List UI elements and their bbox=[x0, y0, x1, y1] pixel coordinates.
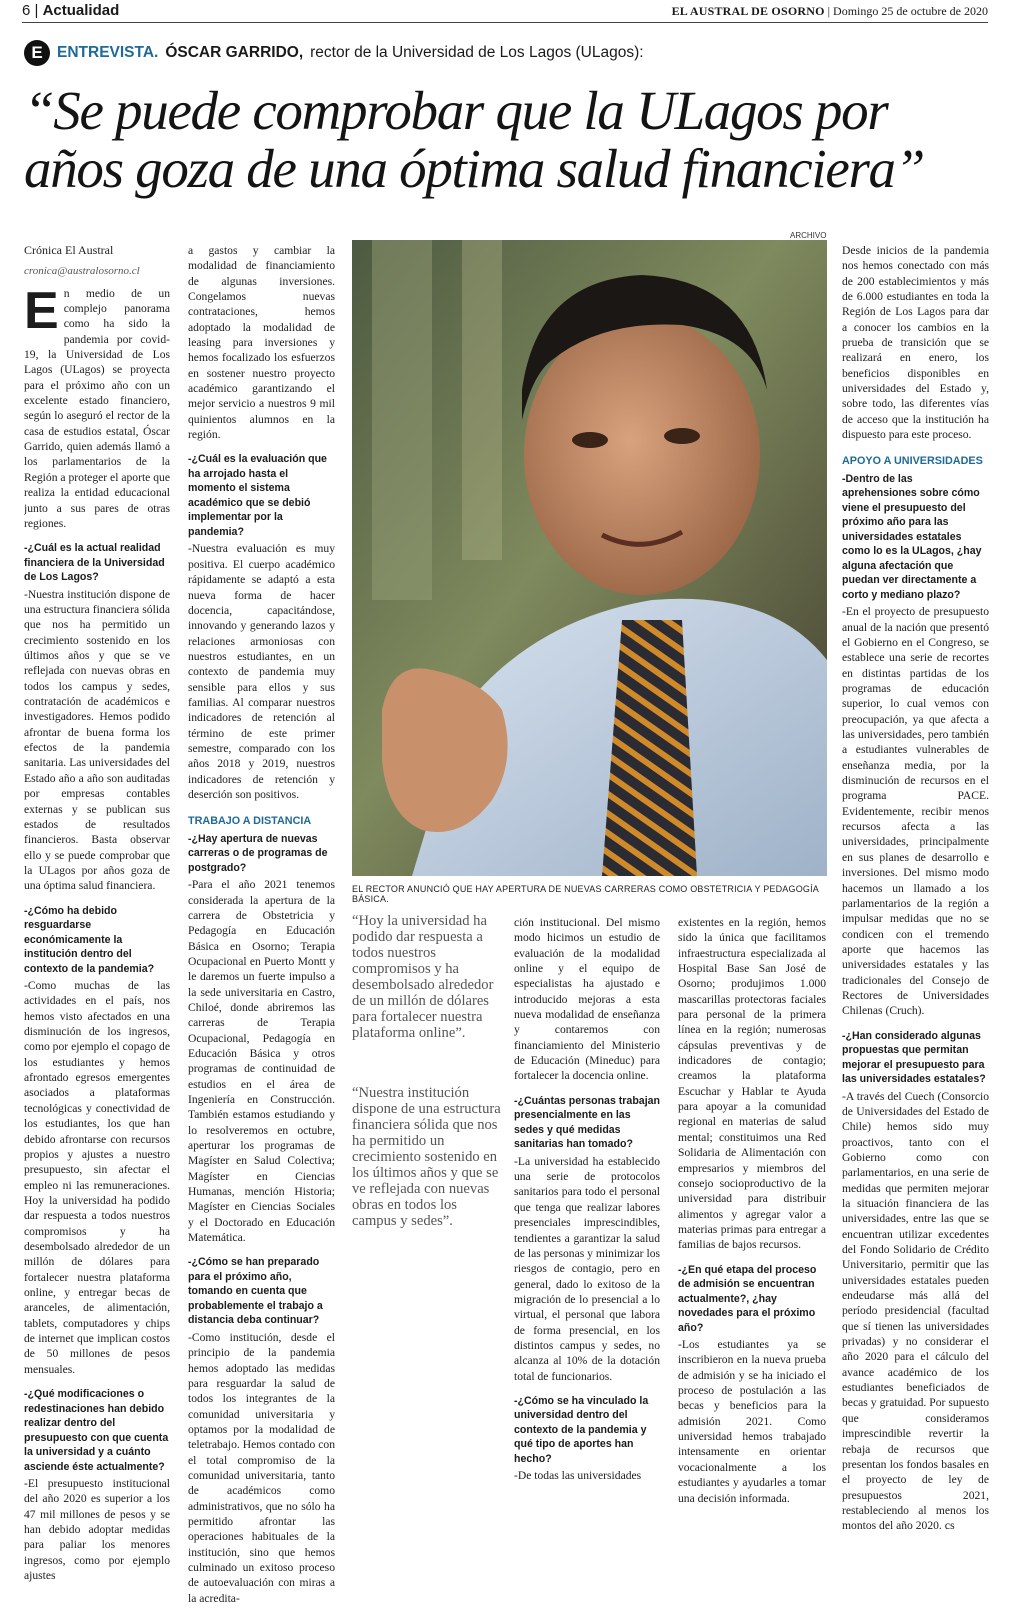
pull-quote-1: “Hoy la universidad ha podido dar respuesta a todos nuestros compromisos y ha desembolsado alrededor de un millón de dólares para fortalecer nuestra plataforma online”. bbox=[352, 913, 494, 1041]
publication-date: Domingo 25 de octubre de 2020 bbox=[833, 4, 988, 18]
question-10: -Dentro de las aprehensiones sobre cómo viene el presupuesto del próximo año para las universidades estatales como lo es la ULagos, ¿hay alguna afectación que puedan ver directamente a corto y mediano plazo? bbox=[842, 472, 982, 601]
question-7: -¿Cuántas personas trabajan presencialmente en las sedes y qué medidas sanitarias han tomado? bbox=[514, 1094, 660, 1151]
column-5 bbox=[842, 243, 989, 1540]
question-3: -¿Qué modificaciones o redestinaciones han debido realizar dentro del presupuesto con que cuenta la universidad y a cuánto asciende éste actualmente? bbox=[24, 1388, 169, 1473]
kicker-name: ÓSCAR GARRIDO, bbox=[165, 44, 304, 61]
interview-badge: E bbox=[24, 40, 50, 66]
subhead-trabajo: TRABAJO A DISTANCIA bbox=[188, 815, 312, 828]
intro-text: n medio de un complejo panorama como ha sido la pandemia por covid-19, la Universidad de Los Lagos (ULagos) se proyecta para el próximo año con un excelente estado financiero, según lo aseguró el rector de la casa de estudios estatal, Óscar Garrido, quien además llamó a los parlamentarios de la Región a proteger el aporte que realiza la entidad educacional junto a sus pares de otras regiones. bbox=[24, 286, 170, 530]
rector-photo bbox=[352, 240, 827, 876]
headline-line-2: años goza de una óptima salud financiera” bbox=[24, 138, 925, 199]
answer-8: -De todas las universidades bbox=[514, 1469, 642, 1483]
answer-5: -Para el año 2021 tenemos considerada la apertura de la carrera de Obstetricia y Pedagogía en Educación Básica en Osorno; Terapia Ocupacional en Puerto Montt y le daremos un fuerte impulso a la sede universitaria en Castro, Chiloé, donde abriremos las carreras de Terapia Ocupacional, Pedagogía en Educación Básica y otros programas de continuidad de estudios en el área de Ingeniería en Construcción. También estamos estudiando y lo resolveremos en octubre, aperturar los programas de Magíster en Salud Colectiva; Magíster en Ciencias Humanas, mención Historia; Magíster en Ciencias Sociales y el Doctorado en Educación Matemática. bbox=[188, 878, 335, 1245]
question-4: -¿Cuál es la evaluación que ha arrojado hasta el momento el sistema académico que se debió implementar por la pandemia? bbox=[188, 453, 327, 538]
answer-7: -La universidad ha establecido una serie de protocolos sanitarios para todo el personal que tenga que realizar labores presenciales imprescindibles, tendientes a garantizar la salud de las personas y minimizar los riesgos de contagio, pero en general, dado lo exitoso de la migración de lo presencial a lo virtual, el personal que labora de forma presencial, en los distintos campus y sedes, no alcanza al 10% de la dotación total de funcionarios. bbox=[514, 1154, 660, 1383]
question-1: -¿Cuál es la actual realidad financiera de la Universidad de Los Lagos? bbox=[24, 542, 165, 584]
column-2 bbox=[188, 243, 335, 1612]
answer-3: -El presupuesto institucional del año 2020 es superior a los 47 mil millones de pesos y se han debido adoptar medidas para paliar los menores ingresos, como por ejemplo ajustes bbox=[24, 1477, 170, 1583]
column-1 bbox=[24, 243, 170, 1589]
intro-paragraph bbox=[24, 286, 170, 532]
question-2: -¿Cómo ha debido resguardarse económicamente la institución dentro del contexto de la pandemia? bbox=[24, 904, 155, 975]
page-header-right: EL AUSTRAL DE OSORNO | Domingo 25 de octubre de 2020 bbox=[671, 4, 988, 18]
drop-cap: E bbox=[24, 285, 59, 340]
question-8: -¿Cómo se ha vinculado la universidad dentro del contexto de la pandemia y qué tipo de aportes han hecho? bbox=[514, 1394, 649, 1465]
answer-3-continued: a gastos y cambiar la modalidad de financiamiento de algunas inversiones. Congelamos nuevas contrataciones, hemos adoptado la modalidad de leasing para inversiones y hemos focalizado los esfuerzos en sostener nuestro proyecto académico garantizando el mejor servicio a nuestros 9 mil quinientos alumnos en la región. bbox=[188, 244, 335, 442]
question-5: -¿Hay apertura de nuevas carreras o de programas de postgrado? bbox=[188, 832, 328, 874]
column-4 bbox=[678, 915, 826, 1512]
subhead-apoyo: APOYO A UNIVERSIDADES bbox=[842, 455, 983, 468]
answer-6-continued: ción institucional. Del mismo modo hicimos un estudio de evaluación de la modalidad online y el equipo de especialistas ha ajustado e introducido mejoras a esta nueva modalidad de enseñanza y contaremos con financiamiento del Ministerio de Educación (Mineduc) para fortalecer la docencia online. bbox=[514, 916, 660, 1083]
kicker-role: rector de la Universidad de Los Lagos (ULagos): bbox=[310, 44, 644, 61]
column-3 bbox=[514, 915, 660, 1490]
answer-8-continued: existentes en la región, hemos sido la única que facilitamos infraestructura especializada al Hospital Base San José de Osorno; produjimos 1.000 mascarillas protectoras faciales para personal de la primera línea en la región; numerosas cápsulas preventivas y de indicadores de contagio; creamos la plataforma Escuchar y Hablar te Ayuda para apoyar a la comunidad regional en materias de salud mental; constituimos una Red Solidaria de Alimentación con empresarios y miembros del consejo socioproductivo de la universidad para distribuir alimentos y agregar valor a materias primas para entregar a familias de bajos recursos. bbox=[678, 916, 826, 1252]
answer-10: -En el proyecto de presupuesto anual de la nación que presentó el Gobierno en el Congreso, se establece una serie de recortes en distintas partidas de los programas de educación superior, lo cual vemos con preocupación, ya que afecta a las universidades, pero también a estudiantes vulnerables de enseñanza media, por la disminución de recursos en el programa PACE. Evidentemente, recibir menos recursos afecta a las universidades, principalmente en sus planes de desarrollo e inversiones. Del mismo modo hacemos un llamado a los parlamentarios de la región a impulsar medidas que no se condicen con el tremendo aporte que hacemos las universidades estatales y las tradicionales del Consejo de Rectores de Universidades Chilenas (Cruch). bbox=[842, 605, 989, 1018]
photo-credit: ARCHIVO bbox=[790, 231, 827, 240]
page-number: 6 bbox=[22, 2, 31, 19]
byline-email: cronica@australosorno.cl bbox=[24, 265, 140, 278]
answer-1: -Nuestra institución dispone de una estructura financiera sólida que nos ha permitido un crecimiento sostenido en los últimos años y que se ve reflejada con nuevas obras en todos los campus y sedes, contratación de académicos e investigadores. Hemos podido afrontar de buena forma los efectos de la pandemia sanitaria. Las universidades del Estado año a año son auditadas por empresas contables externas y se publican sus estados de resultados financieros. Basta observar ello y se puede comprobar que la ULagos por años goza de una óptima salud financiera. bbox=[24, 587, 170, 893]
pull-quote-2: “Nuestra institución dispone de una estructura financiera sólida que nos ha permitido un crecimiento sostenido en los últimos años y que se ve reflejada con nuevas obras en todos los campus y sedes”. bbox=[352, 1085, 501, 1229]
question-9: -¿En qué etapa del proceso de admisión se encuentran actualmente?, ¿hay novedades para el próximo año? bbox=[678, 1263, 817, 1334]
byline-author: Crónica El Austral bbox=[24, 243, 114, 257]
answer-11-text: -A través del Cuech (Consorcio de Universidades del Estado de Chile) hemos sido muy proactivos, tanto con el Gobierno como con parlamentarios, en una serie de medidas que permiten mejorar la situación financiera de las universidades, entre las que se encuentran utilizar excedentes del Fondo Solidario de Crédito Universitario, permitir que las universidades estatales pueden endeudarse más allá del período presidencial (facultad que sí tienen las universidades privadas) y no considerar el año 2020 para el cálculo del avance académico de los estudiantes beneficiados de becas y gratuidad. Por supuesto que consideramos imprescindible revertir la rebaja de recursos que presentan los fondos basales en el proyecto de ley de presupuestos 2021, restableciendo al menos los montos del año 2020. bbox=[842, 1089, 989, 1533]
answer-9-continued: Desde inicios de la pandemia nos hemos conectado con más de 200 establecimientos y más de 6.000 estudiantes en toda la Región de Los Lagos para dar a conocer los cambios en la prueba de transición que se realizará en enero, los beneficios disponibles en universidades del Estado y, sobre todo, las diferentes vías de acceso que la institución ha dispuesto para este proceso. bbox=[842, 244, 989, 442]
answer-11 bbox=[842, 1089, 989, 1534]
section-name: Actualidad bbox=[42, 2, 120, 19]
end-mark: cs bbox=[944, 1518, 955, 1533]
headline-line-1: “Se puede comprobar que la ULagos por bbox=[24, 80, 888, 141]
answer-6: -Como institución, desde el principio de la pandemia hemos adoptado las medidas para resguardar la salud de todos los integrantes de la comunidad universitaria y optamos por la modalidad de teletrabajo. Hemos contado con el total compromiso de la comunidad universitaria, tanto de académicos como administrativos, que no sólo ha permitido afrontar las operaciones habituales de la institución, sino que hemos culminado un exitoso proceso de autoevaluación con miras a la acredita- bbox=[188, 1330, 335, 1605]
kicker bbox=[24, 40, 644, 66]
page-header-left: 6 | Actualidad bbox=[22, 2, 120, 19]
question-11: -¿Han considerado algunas propuestas que permitan mejorar el presupuesto para las universidades estatales? bbox=[842, 1029, 986, 1086]
photo-caption: EL RECTOR ANUNCIÓ QUE HAY APERTURA DE NUEVAS CARRERAS COMO OBSTETRICIA Y PEDAGOGÍA BÁSICA. bbox=[352, 884, 819, 904]
question-6: -¿Cómo se han preparado para el próximo año, tomando en cuenta que probablemente el trabajo a distancia deba continuar? bbox=[188, 1256, 323, 1327]
answer-2: -Como muchas de las actividades en el país, nos hemos visto afectados en una disminución de los ingresos, como por ejemplo el copago de los estudiantes y hemos afrontado egresos emergentes asociados a plataformas tecnológicas y conectividad de los estudiantes, los que han debido afrontarse con recursos propios y ajustes a nuestro presupuesto, sin afectar el empleo ni las remuneraciones. Hoy la universidad ha podido dar respuesta a todos nuestros compromisos y ha desembolsado alrededor de un millón de dólares para fortalecer nuestra plataforma online, y entregar becas de aranceles, de alimentación, tablets, computadores y chips de internet que implican costos de 50 millones de pesos mensuales. bbox=[24, 979, 170, 1376]
kicker-label: ENTREVISTA. bbox=[57, 44, 159, 61]
answer-9: -Los estudiantes ya se inscribieron en la nueva prueba de admisión y se ha iniciado el proceso de postulación a las becas y beneficios para la admisión 2021. Como universidad hemos trabajado intensamente en orientar vocacionalmente a los estudiantes y ayudarles a tomar una decisión informada. bbox=[678, 1338, 826, 1505]
answer-4: -Nuestra evaluación es muy positiva. El cuerpo académico rápidamente se adaptó a esta nueva forma de hacer docencia, capacitándose, innovando y generando lazos y relaciones armoniosas con nuestros estudiantes, en un contexto de pandemia muy sensible para ellos y sus familias. Al comparar nuestros indicadores de retención al término de este primer semestre, comparado con los años 2018 y 2019, nuestros indicadores de retención y deserción son positivos. bbox=[188, 542, 335, 801]
headline bbox=[24, 82, 994, 198]
publication-name: EL AUSTRAL DE OSORNO bbox=[671, 4, 825, 18]
header-rule bbox=[22, 22, 988, 23]
